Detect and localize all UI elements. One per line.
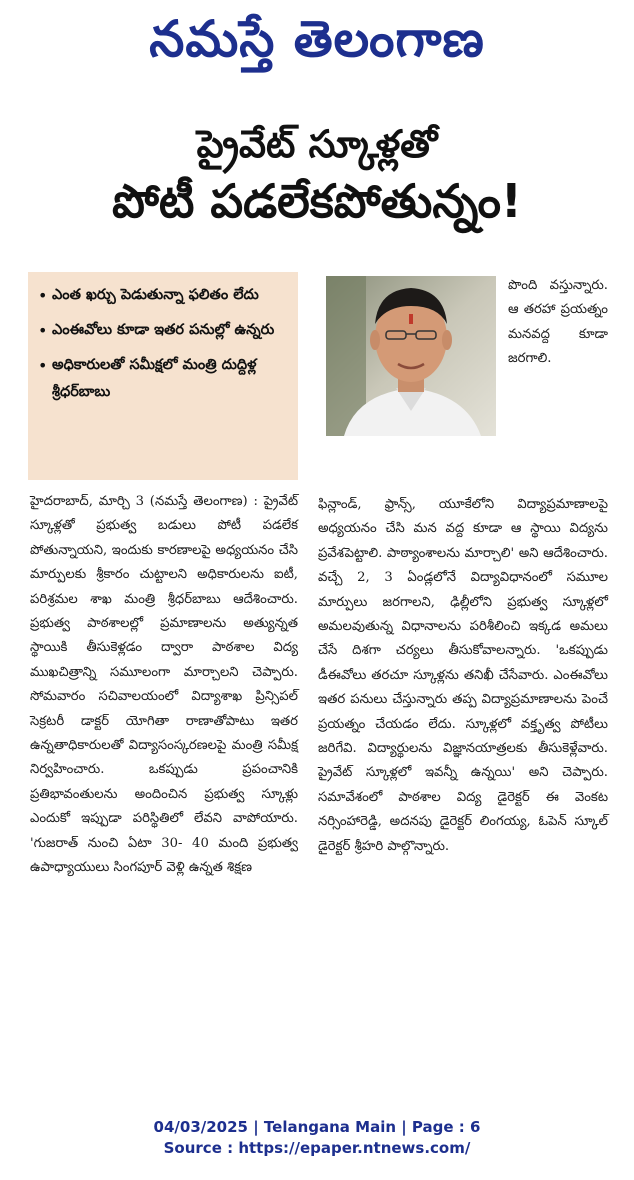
footer-source-link[interactable]: Source : https://epaper.ntnews.com/ [163, 1139, 471, 1157]
bullet-icon: • [38, 356, 48, 375]
highlight-item [38, 282, 290, 309]
masthead [0, 0, 634, 90]
bullet-icon: • [38, 321, 48, 340]
headline-line-2: పోటీ పడలేకపోతున్నం! [112, 174, 522, 228]
highlight-item [38, 352, 290, 406]
highlight-text: అధికారులతో సమీక్షలో మంత్రి దుద్దిళ్ల శ్రీధర్‌బాబు [52, 357, 257, 400]
footer [0, 1117, 634, 1159]
headline [0, 118, 634, 232]
highlight-text: ఎంత ఖర్చు పెడుతున్నా ఫలితం లేదు [52, 287, 259, 303]
article-text-left-column: హైదరాబాద్, మార్చి 3 (నమస్తే తెలంగాణ) : ప్రైవేట్ స్కూళ్లతో ప్రభుత్వ బడులు పోటీ పడలేక పోతున్నాయని, ఇందుకు కారణాలపై అధ్యయనం చేసి మార్పులకు శ్రీకారం చుట్టాలని అధికారులను ఐటీ, పరిశ్రమల శాఖ మంత్రి శ్రీధర్‌బాబు ఆదేశించారు. ప్రభుత్వ పాఠశాలల్లో ప్రమాణాలను అత్యున్నత స్థాయికి తీసుకెళ్లడం ద్వారా పాఠశాల విద్య ముఖచిత్రాన్ని సమూలంగా మార్చాలని చెప్పారు. సోమవారం సచివాలయంలో విద్యాశాఖ ప్రిన్సిపల్ సెక్రటరీ డాక్టర్ యోగితా రాణాతోపాటు ఇతర ఉన్నతాధికారులతో విద్యాసంస్కరణలపై మంత్రి సమీక్ష నిర్వహించారు. ఒకప్పుడు ప్రపంచానికి ప్రతిభావంతులను అందించిన ప్రభుత్వ స్కూళ్లు ఎందుకో ఇప్పుడా పరిస్థితిలో లేవని వాపోయారు. 'గుజరాత్ నుంచి ఏటా 30- 40 మంది ప్రభుత్వ ఉపాధ్యాయులు సింగపూర్ వెళ్లి ఉన్నత శిక్షణ [30, 494, 298, 876]
newspaper-logo: నమస్తే తెలంగాణ [149, 10, 485, 68]
article-text-right-column: ఫిన్లాండ్, ఫ్రాన్స్, యూకేలోని విద్యాప్రమాణాలపై అధ్యయనం చేసి మన వద్ద కూడా ఆ స్థాయి విద్యను ప్రవేశపెట్టాలి. పాఠ్యాంశాలను మార్చాలి' అని ఆదేశించారు. వచ్చే 2, 3 ఏండ్లలోనే విద్యావిధానంలో సమూల మార్పులు జరగాలని, ఢిల్లీలోని ప్రభుత్వ స్కూళ్లలో అమలవుతున్న విధానాలను పరిశీలించి ఇక్కడ అమలు చేసే దిశగా చర్యలు తీసుకోవాలన్నారు. 'ఒకప్పుడు డీఈవోలు తరచూ స్కూళ్లను తనిఖీ చేసేవారు. ఎంఈవోలు ఇతర పనులు చేస్తున్నారు తప్ప విద్యాప్రమాణాలను పెంచే ప్రయత్నం చేయడం లేదు. స్కూళ్లలో వక్తృత్వ పోటీలు జరిగేవి. విద్యార్థులను విజ్ఞానయాత్రలకు తీసుకెళ్లేవారు. ప్రైవేట్ స్కూళ్లలో ఇవన్నీ ఉన్నయి' అని చెప్పారు. సమావేశంలో పాఠశాల విద్య డైరెక్టర్ ఈ వెంకట నర్సింహారెడ్డి, అదనపు డైరెక్టర్ లింగయ్య, ఓపెన్ స్కూల్ డైరెక్టర్ శ్రీహరి పాల్గొన్నారు. [318, 497, 608, 854]
highlights-box [28, 272, 298, 480]
highlight-text: ఎంఈవోలు కూడా ఇతర పనుల్లో ఉన్నరు [52, 322, 275, 338]
headline-line-1: ప్రైవేట్ స్కూళ్లతో [196, 122, 438, 166]
person-portrait-icon [326, 276, 496, 436]
highlight-item [38, 317, 290, 344]
footer-edition-info: 04/03/2025 | Telangana Main | Page : 6 [153, 1118, 481, 1136]
bullet-icon: • [38, 286, 48, 305]
article-text-right-top: పొంది వస్తున్నారు. ఆ తరహా ప్రయత్నం మనవద్ద కూడా జరగాలి. [508, 278, 608, 367]
minister-photo [326, 276, 496, 436]
